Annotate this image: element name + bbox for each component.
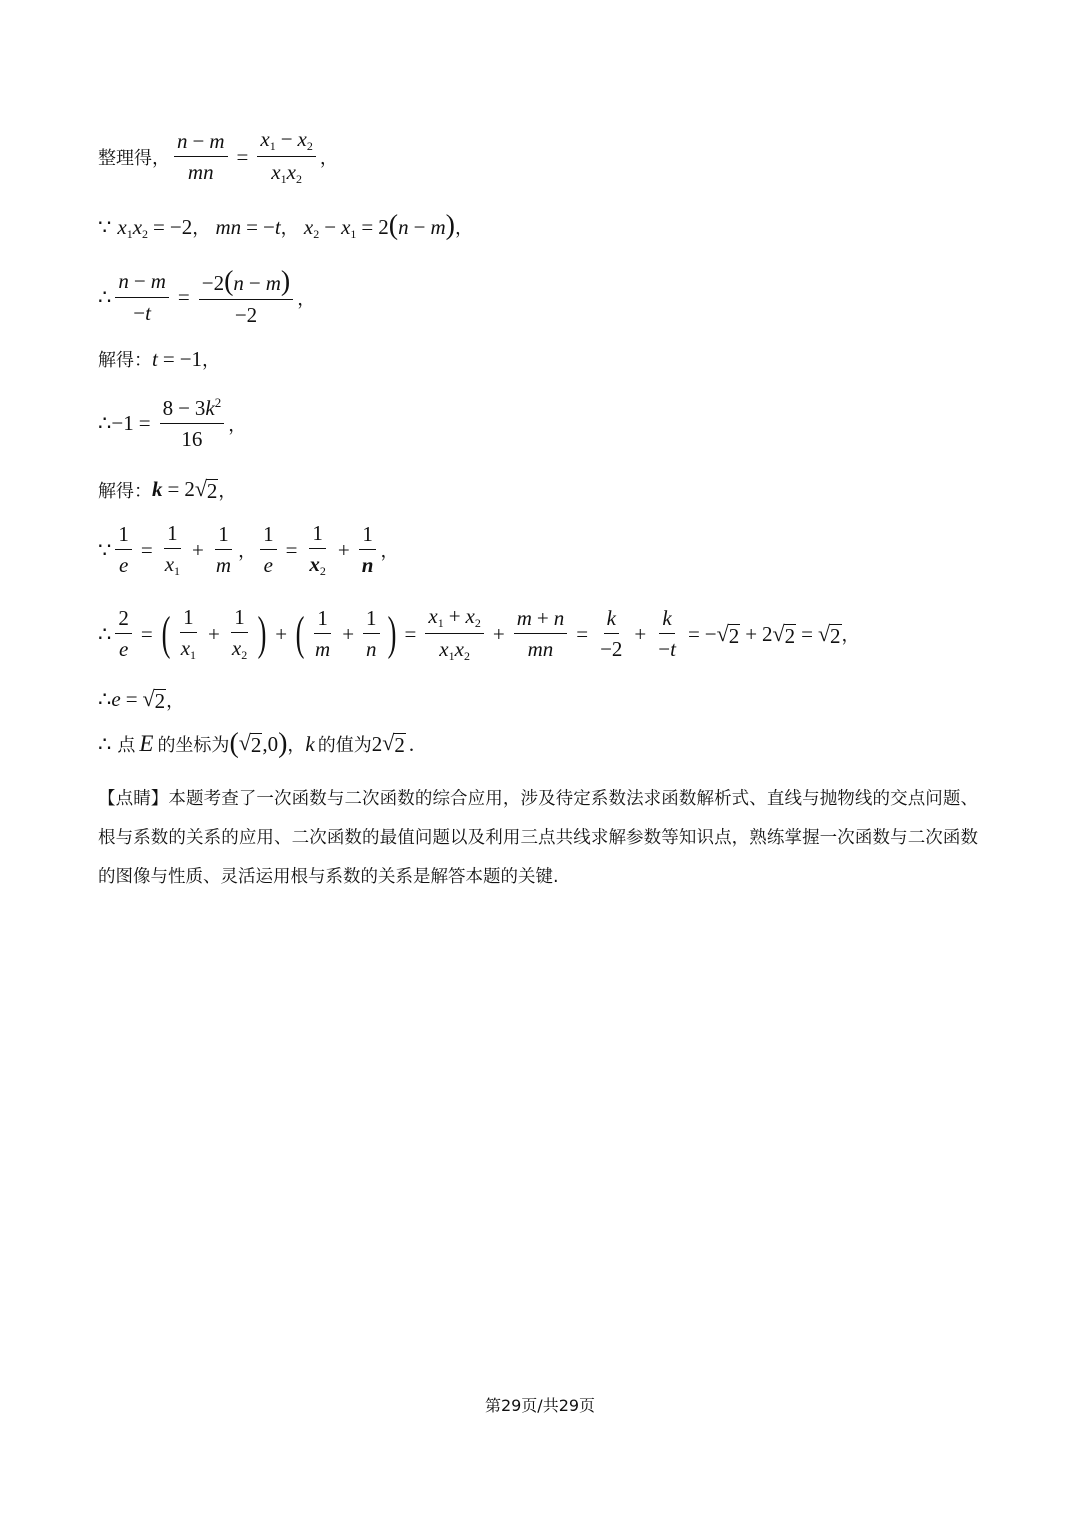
coordinate-value: ( √ 2 ,0 ): [229, 728, 288, 759]
punct: ，: [202, 350, 221, 371]
equation-line-5: [98, 396, 246, 451]
page-footer: 第29页/共29页: [484, 1396, 596, 1415]
variable-k: k: [305, 731, 315, 756]
equation-line-7: [98, 522, 398, 578]
equation-formula: t = −1: [152, 346, 203, 371]
point-label-e: E: [139, 731, 154, 756]
therefore-symbol: ∴: [98, 285, 112, 310]
because-symbol: ∵: [98, 214, 112, 239]
line-label: 解得：: [98, 480, 152, 502]
therefore-symbol: ∴: [98, 621, 112, 646]
text-coordinate: 的坐标为: [157, 735, 230, 756]
text-point: 点: [117, 735, 136, 756]
line-label: 整理得，: [98, 148, 170, 170]
punct: ，: [454, 218, 473, 239]
equation-line-2: [98, 212, 473, 242]
equation-formula: k = 2 √ 2: [152, 476, 218, 503]
punct: ，: [319, 148, 338, 170]
equation-formula: $\frac{1}{e}$ = $\frac{1}{x_1}$ + $\frac{1}{m}$ ， $\frac{1}{e}$ = $\frac{1}{x_2}$ + $\frac{1}{n}$: [111, 522, 380, 578]
therefore-symbol: ∴: [98, 411, 112, 436]
punct: .: [408, 731, 415, 756]
punct: ，: [228, 414, 247, 436]
equation-line-9: [98, 686, 184, 713]
punct: ，: [841, 625, 860, 647]
comment-tag: 【点睛】: [98, 789, 169, 809]
equation-line-4: [98, 346, 220, 372]
equation-line-6: [98, 476, 236, 503]
k-value: 2 √ 2: [371, 730, 405, 758]
comment-paragraph: [98, 780, 978, 897]
comment-text: 本题考查了一次函数与二次函数的综合应用，涉及待定系数法求函数解析式、直线与抛物线的交点问题、根与系数的关系的应用、二次函数的最值问题以及利用三点共线求解参数等知识点，熟练掌握一次函数与二次函数的图像与性质、灵活运用根与系数的关系是解答本题的关键.: [98, 789, 979, 887]
therefore-symbol: ∴: [98, 731, 112, 756]
equation-formula: $x_1x_2 = -2$， mn = −t， $x_2 - x_1 = 2(n - m)$: [117, 210, 455, 241]
equation-formula: −1 = $\frac{8 - 3k^2}{16}$: [111, 396, 228, 451]
punct: ，: [380, 541, 399, 563]
equation-formula: $\frac{n - m}{-t}$ = $\frac{-2(n - m)}{-2}$: [111, 268, 297, 327]
equation-formula: $\frac{2}{e}$ = ( $\frac{1}{x_1}$ + $\frac{1}{x_2}$ ) + ( $\frac{1}{m}$ + $\frac{1}{n}$ ) = $\frac{x_1 + x_2}{x_1x_2}$ + $\frac{m + n}{mn}$ = $\frac{k}{-2}$ + $\frac{k}{-t}$ = − √ 2 + 2 √ 2 = √ 2: [111, 605, 841, 663]
equation-formula: e = √ 2: [111, 686, 166, 713]
because-symbol: ∵: [98, 537, 112, 562]
punct: ，: [166, 690, 185, 712]
equation-line-3: [98, 268, 315, 327]
equation-line-1: [98, 128, 338, 186]
punct: ，: [218, 480, 237, 502]
equation-line-10: [98, 730, 414, 758]
equation-line-8: [98, 605, 860, 663]
line-label: 解得：: [98, 350, 152, 371]
equation-formula: $\frac{n - m}{mn}$ = $\frac{x_1 - x_2}{x_1x_2}$: [170, 128, 320, 186]
therefore-symbol: ∴: [98, 687, 112, 712]
punct: ，: [287, 735, 306, 756]
text-value: 的值为: [317, 735, 372, 756]
punct: ，: [297, 288, 316, 310]
